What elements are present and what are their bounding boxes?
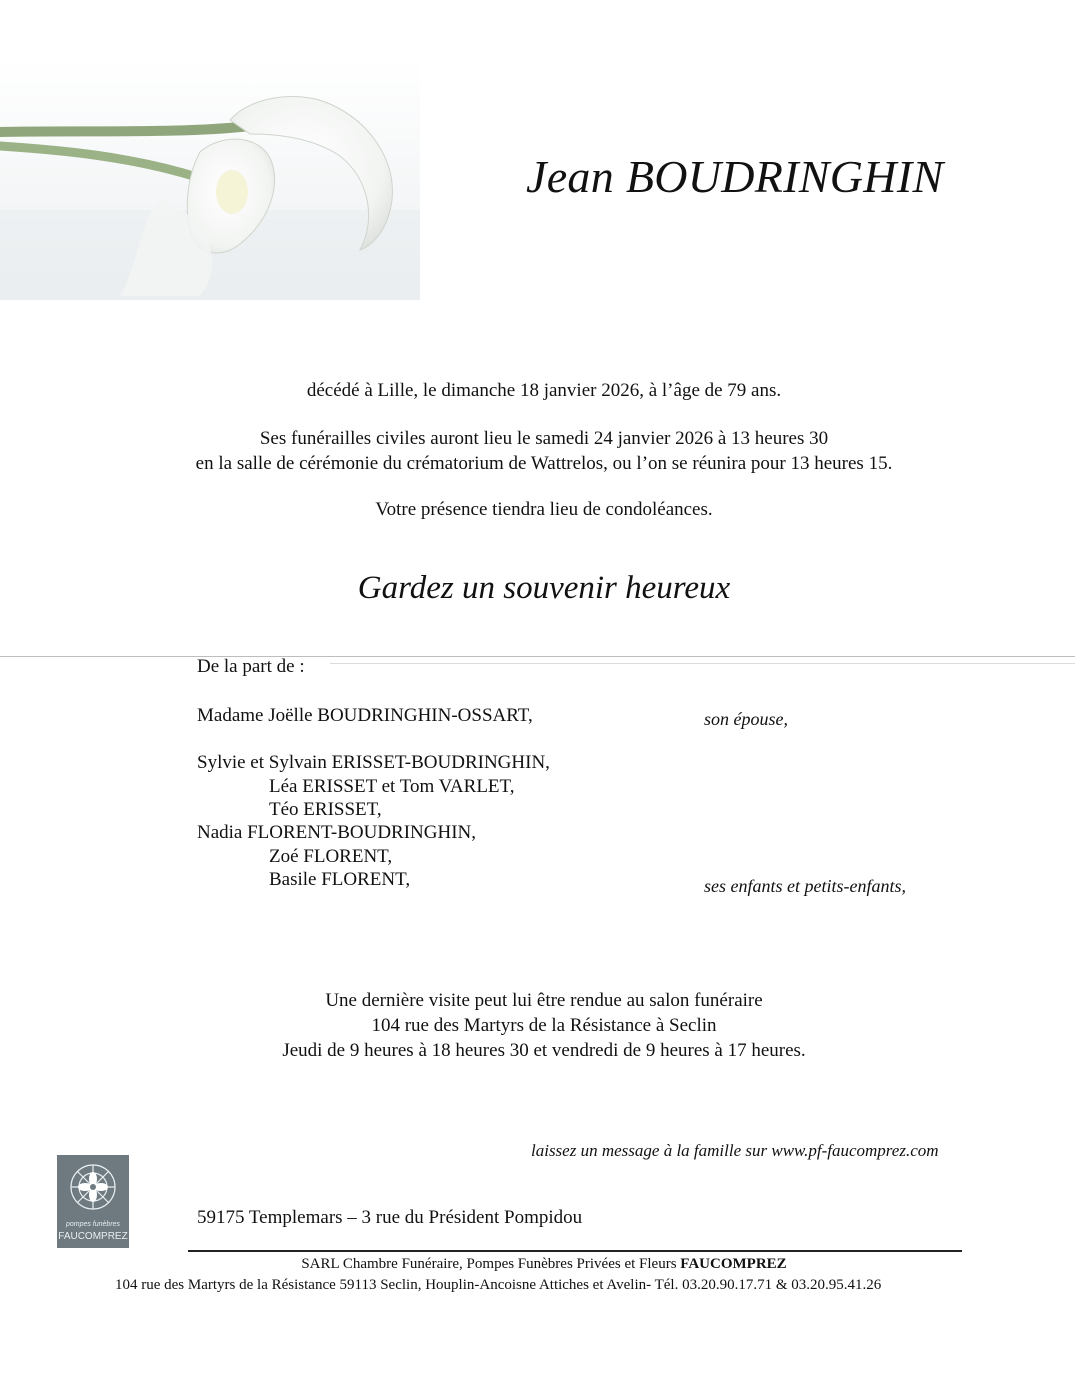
visit-line-1: Une dernière visite peut lui être rendue au salon funéraire: [325, 990, 763, 1011]
footer-contacts: 104 rue des Martyrs de la Résistance 59113 Seclin, Houplin-Ancoisne Attiches et Avelin- Tél. 03.20.90.17.71 & 03.20.95.41.26: [115, 1277, 882, 1293]
divider-line-faint: [330, 663, 1075, 664]
company-logo: [57, 1155, 129, 1248]
logo-brand: FAUCOMPREZ: [58, 1231, 128, 1242]
condolences-line: Votre présence tiendra lieu de condoléances.: [375, 499, 713, 520]
divider-line: [0, 656, 1075, 657]
flower-emblem-icon: [67, 1161, 119, 1213]
family-member: Sylvie et Sylvain ERISSET-BOUDRINGHIN,: [197, 752, 550, 773]
address-line: 59175 Templemars – 3 rue du Président Pompidou: [197, 1207, 583, 1228]
deceased-name: Jean BOUDRINGHIN: [526, 151, 944, 202]
footer-company-name: FAUCOMPREZ: [680, 1256, 787, 1272]
children-relation: ses enfants et petits-enfants,: [704, 876, 906, 896]
footer-company: [0, 1256, 1088, 1273]
family-member: Téo ERISSET,: [269, 799, 382, 820]
calla-lily-image: [0, 60, 420, 300]
funeral-line-1: Ses funérailles civiles auront lieu le samedi 24 janvier 2026 à 13 heures 30: [259, 428, 829, 449]
website-message: laissez un message à la famille sur www.pf-faucomprez.com: [531, 1141, 939, 1160]
visit-line-3: Jeudi de 9 heures à 18 heures 30 et vendredi de 9 heures à 17 heures.: [282, 1040, 806, 1061]
spouse-name: Madame Joëlle BOUDRINGHIN-OSSART,: [197, 705, 533, 726]
logo-tagline: pompes funèbres: [65, 1221, 121, 1228]
footer-company-prefix: SARL Chambre Funéraire, Pompes Funèbres Privées et Fleurs: [301, 1256, 677, 1272]
family-intro: De la part de :: [197, 656, 305, 677]
family-member: Zoé FLORENT,: [269, 846, 393, 867]
family-member: Nadia FLORENT-BOUDRINGHIN,: [197, 822, 476, 843]
motto: Gardez un souvenir heureux: [357, 570, 731, 606]
funeral-line-2: en la salle de cérémonie du crématorium de Wattrelos, ou l’on se réunira pour 13 heures 15.: [195, 453, 893, 474]
footer-divider: [188, 1250, 962, 1252]
spouse-relation: son épouse,: [704, 709, 788, 729]
visit-line-2: 104 rue des Martyrs de la Résistance à Seclin: [371, 1015, 717, 1036]
deceased-line: décédé à Lille, le dimanche 18 janvier 2026, à l’âge de 79 ans.: [306, 380, 782, 401]
family-member: Basile FLORENT,: [269, 869, 411, 890]
family-member: Léa ERISSET et Tom VARLET,: [269, 776, 515, 797]
